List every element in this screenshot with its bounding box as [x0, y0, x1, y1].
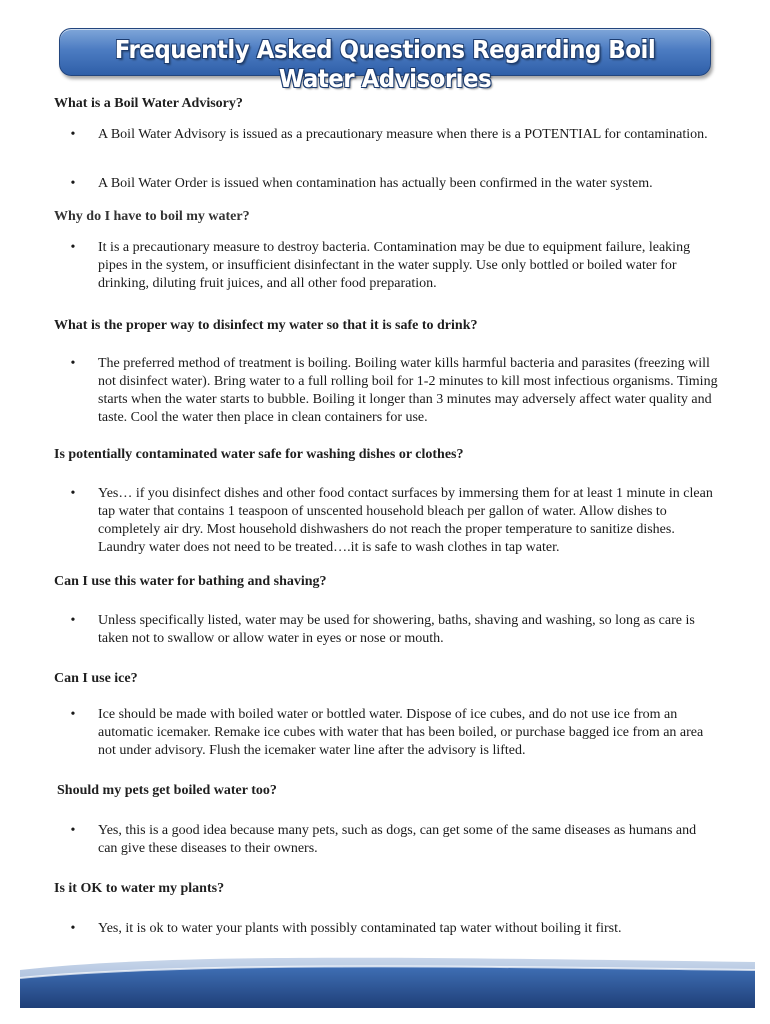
- title-banner: [59, 28, 711, 93]
- faq-question: What is a Boil Water Advisory?: [54, 96, 243, 111]
- faq-question: Can I use this water for bathing and shaving?: [54, 574, 327, 589]
- bullet-icon: •: [70, 127, 76, 142]
- faq-answer-text: Yes, it is ok to water your plants with possibly contaminated tap water without boiling it first.: [98, 921, 622, 936]
- faq-answer-text: A Boil Water Order is issued when contamination has actually been confirmed in the water system.: [98, 176, 653, 191]
- faq-question: Is potentially contaminated water safe for washing dishes or clothes?: [54, 447, 464, 462]
- bullet-icon: •: [70, 240, 76, 255]
- bullet-icon: •: [70, 176, 76, 191]
- faq-answer-text: A Boil Water Advisory is issued as a precautionary measure when there is a POTENTIAL for contamination.: [98, 127, 708, 142]
- faq-question: Why do I have to boil my water?: [54, 209, 250, 224]
- footer-wave: [20, 948, 755, 1008]
- bullet-icon: •: [70, 921, 76, 936]
- bullet-icon: •: [70, 823, 76, 838]
- faq-question: What is the proper way to disinfect my water so that it is safe to drink?: [54, 318, 478, 333]
- faq-answer-text: Yes, this is a good idea because many pets, such as dogs, can get some of the same diseases as humans and can give these diseases to their owners.: [98, 823, 697, 856]
- faq-answer-text: The preferred method of treatment is boiling. Boiling water kills harmful bacteria and parasites (freezing will not disinfect water). Bring water to a full rolling boil for 1-2 minutes to kill most infectious organisms. Timing starts when the water starts to bubble. Boiling it longer than 3 minutes may adversely affect water quality and taste. Cool the water then place in clean containers for use.: [98, 356, 718, 425]
- bullet-icon: •: [70, 356, 76, 371]
- bullet-icon: •: [70, 486, 76, 501]
- page-title: Frequently Asked Questions Regarding Boil Water Advisories: [114, 35, 656, 93]
- faq-question: Can I use ice?: [54, 671, 138, 686]
- faq-answer-text: Ice should be made with boiled water or bottled water. Dispose of ice cubes, and do not use ice from an automatic icemaker. Remake ice cubes with water that has been boiled, or purchase bagged ice from an area not under advisory. Flush the icemaker water line after the advisory is lifted.: [98, 707, 704, 758]
- faq-answer-text: It is a precautionary measure to destroy bacteria. Contamination may be due to equipment failure, leaking pipes in the system, or insufficient disinfectant in the water supply. Use only bottled or boiled water for drinking, diluting fruit juices, and all other food preparation.: [98, 240, 691, 291]
- faq-question: Is it OK to water my plants?: [54, 881, 225, 896]
- faq-question: Should my pets get boiled water too?: [57, 783, 277, 798]
- faq-answer-text: Yes… if you disinfect dishes and other food contact surfaces by immersing them for at least 1 minute in clean tap water that contains 1 teaspoon of unscented household bleach per gallon of water. Allow dishes to completely air dry. Most household dishwashers do not reach the proper temperature to sanitize dishes. Laundry water does not need to be treated….it is safe to wash clothes in tap water.: [98, 486, 713, 555]
- bullet-icon: •: [70, 613, 76, 628]
- faq-answer-text: Unless specifically listed, water may be used for showering, baths, shaving and washing, so long as care is taken not to swallow or allow water in eyes or nose or mouth.: [98, 613, 695, 646]
- bullet-icon: •: [70, 707, 76, 722]
